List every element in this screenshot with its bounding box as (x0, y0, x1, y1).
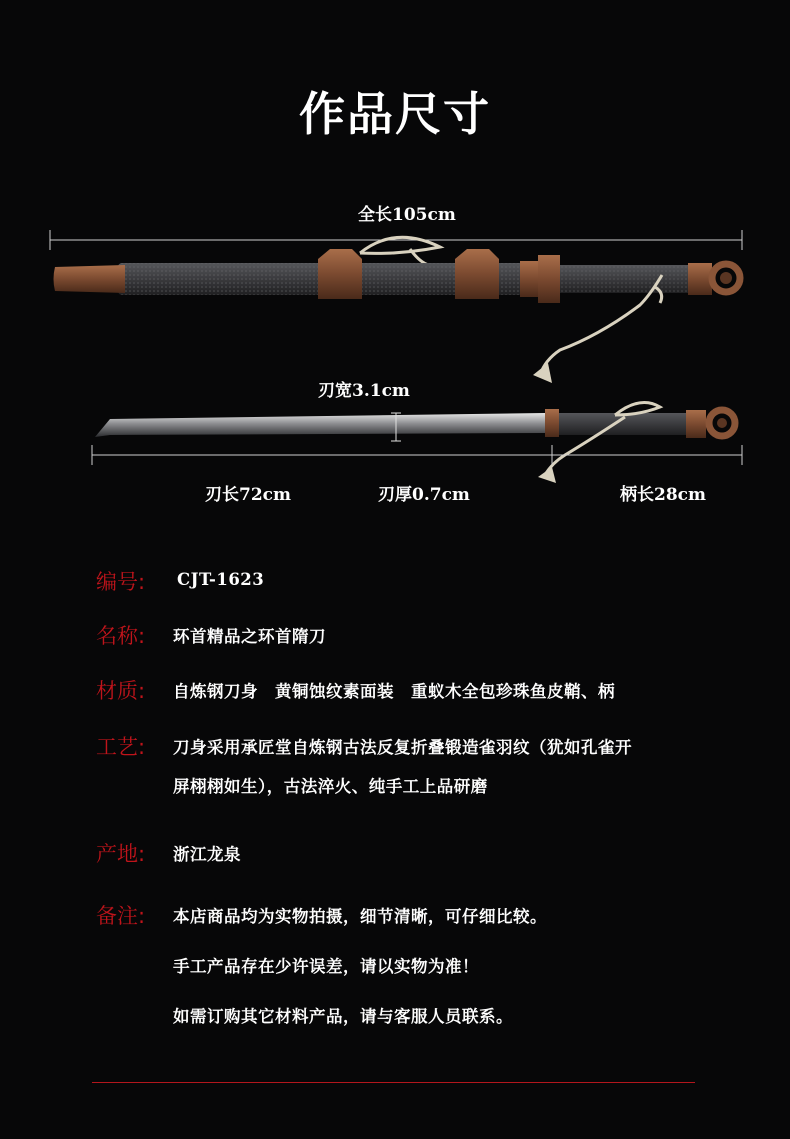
origin-value: 浙江龙泉 (173, 845, 241, 864)
handle-length-label: 柄长28cm (620, 485, 706, 505)
name-value: 环首精品之环首隋刀 (173, 627, 326, 646)
code-label: 编号: (96, 570, 146, 594)
craft-label: 工艺: (96, 735, 146, 759)
blade-length-label: 刃长72cm (205, 485, 291, 505)
blade-thickness-label: 刃厚0.7cm (378, 485, 470, 505)
notes-line-1: 本店商品均为实物拍摄，细节清晰，可仔细比较。 (173, 907, 547, 926)
craft-value-line-2: 屏栩栩如生），古法淬火、纯手工上品研磨 (173, 777, 488, 796)
notes-line-3: 如需订购其它材料产品，请与客服人员联系。 (173, 1007, 513, 1026)
blade-width-label: 刃宽3.1cm (318, 381, 410, 401)
material-value: 自炼钢刀身 黄铜蚀纹素面装 重蚁木全包珍珠鱼皮鞘、柄 (173, 682, 615, 701)
notes-label: 备注: (96, 904, 146, 928)
bottom-divider (92, 1082, 695, 1083)
material-label: 材质: (96, 679, 146, 703)
craft-value-line-1: 刀身采用承匠堂自炼钢古法反复折叠锻造雀羽纹（犹如孔雀开 (173, 738, 632, 757)
total-length-label: 全长105cm (358, 205, 456, 225)
origin-label: 产地: (96, 842, 146, 866)
name-label: 名称: (96, 624, 146, 648)
sheathed-sword-image (0, 225, 790, 385)
code-value: CJT-1623 (177, 570, 265, 589)
page-title: 作品尺寸 (299, 87, 491, 141)
notes-line-2: 手工产品存在少许误差，请以实物为准！ (173, 957, 479, 976)
